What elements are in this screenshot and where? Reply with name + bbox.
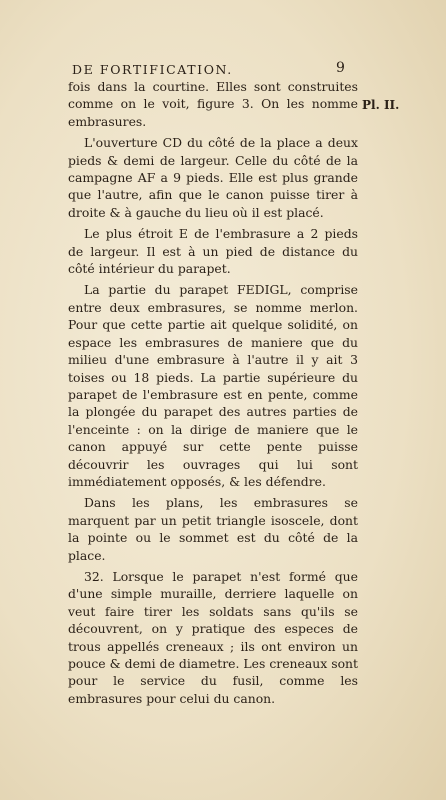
- body-text: [68, 78, 358, 711]
- paragraph: Dans les plans, les embrasures se marquent par un petit triangle isoscele, dont la pointe ou le sommet est du côté de la place.: [68, 495, 358, 563]
- plate-reference: Pl. II.: [362, 98, 400, 112]
- paragraph: La partie du parapet FEDIGL, comprise entre deux embrasures, se nomme merlon. Pour que cette partie ait quelque solidité, on espace les embrasures de maniere que du milieu d'une embrasure à l'autre il y ait 3 toises ou 18 pieds. La partie supérieure du parapet de l'embrasure est en pente, comme la plongée du parapet des autres parties de l'enceinte : on la dirige de maniere que le canon appuyé sur cette pente puisse découvrir les ouvrages qui lui sont immédiatement opposés, & les défendre.: [68, 282, 358, 489]
- running-title: DE FORTIFICATION.: [72, 62, 233, 77]
- paragraph: fois dans la courtine. Elles sont construites comme on le voit, figure 3. On les nomme embrasures.: [68, 79, 358, 129]
- paragraph: L'ouverture CD du côté de la place a deux pieds & demi de largeur. Celle du côté de la campagne AF a 9 pieds. Elle est plus grande que l'autre, afin que le canon puisse tirer à droite & à gauche du lieu où il est placé.: [68, 135, 358, 220]
- paragraph: 32. Lorsque le parapet n'est formé que d'une simple muraille, derriere laquelle on veut faire tirer les soldats sans qu'ils se découvrent, on y pratique des especes de trous appellés creneaux ; ils ont environ un pouce & demi de diametre. Les creneaux sont pour le service du fusil, comme les embrasures pour celui du canon.: [68, 568, 358, 706]
- page-number: 9: [336, 60, 345, 76]
- paragraph: Le plus étroit E de l'embrasure a 2 pieds de largeur. Il est à un pied de distance du côté intérieur du parapet.: [68, 226, 358, 277]
